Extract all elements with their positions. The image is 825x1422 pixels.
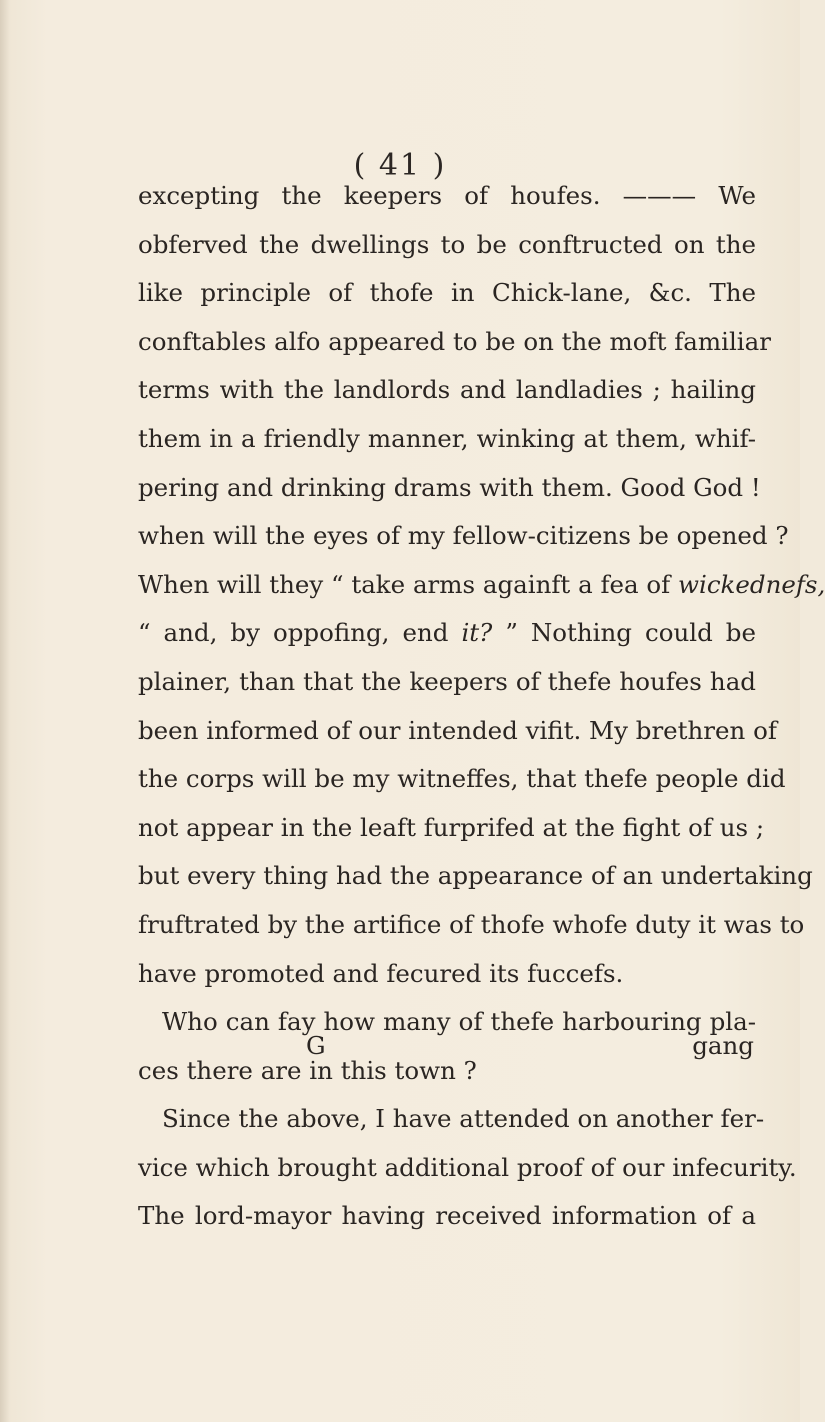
binding-shadow xyxy=(0,0,10,1422)
text-line: The lord-mayor having received information of a xyxy=(138,1201,756,1231)
body-text xyxy=(138,172,825,1241)
text-line: plainer, than that the keepers of thefe houfes had xyxy=(138,666,756,696)
text-line: not appear in the leaft furprifed at the fight of us ; xyxy=(138,812,765,842)
page-number: ( 41 ) xyxy=(353,148,447,183)
text-line: ces there are in this town ? xyxy=(138,1055,477,1085)
text-line: them in a friendly manner, winking at them, whif- xyxy=(138,423,756,453)
text-line xyxy=(138,609,756,658)
italic-run: it? xyxy=(461,618,493,648)
text-line: obferved the dwellings to be conftructed on the xyxy=(138,229,756,259)
text-line: the corps will be my witneffes, that thefe people did xyxy=(138,764,786,794)
text-line: conftables alfo appeared to be on the moft familiar xyxy=(138,326,771,356)
signature-mark: G xyxy=(306,1031,326,1060)
text-line: when will the eyes of my fellow-citizens be opened ? xyxy=(138,521,789,551)
text-line xyxy=(138,561,825,610)
text-run: When will they “ take arms againft a fea of xyxy=(138,569,679,599)
text-line: like principle of thofe in Chick-lane, &c. The xyxy=(138,278,756,308)
text-line: terms with the landlords and landladies ; hailing xyxy=(138,375,756,405)
text-line: been informed of our intended vifit. My brethren of xyxy=(138,715,777,745)
text-line: have promoted and fecured its fuccefs. xyxy=(138,958,624,988)
italic-run: wickednefs, xyxy=(678,569,825,599)
text-run: “ and, by oppofing, end xyxy=(138,618,462,648)
text-line: fruftrated by the artifice of thofe whofe duty it was to xyxy=(138,909,805,939)
text-line: vice which brought additional proof of our infecurity. xyxy=(138,1152,797,1182)
page-footer xyxy=(138,1022,756,1070)
text-run: ” Nothing could be xyxy=(492,618,756,648)
text-line: Who can fay how many of thefe harbouring pla- xyxy=(162,1007,756,1037)
text-line: but every thing had the appearance of an undertaking xyxy=(138,861,813,891)
text-line: Since the above, I have attended on another fer- xyxy=(162,1104,765,1134)
catchword: gang xyxy=(692,1031,754,1060)
text-line: pering and drinking drams with them. Good God ! xyxy=(138,472,761,502)
text-line: excepting the keepers of houfes. ——— We xyxy=(138,181,756,210)
